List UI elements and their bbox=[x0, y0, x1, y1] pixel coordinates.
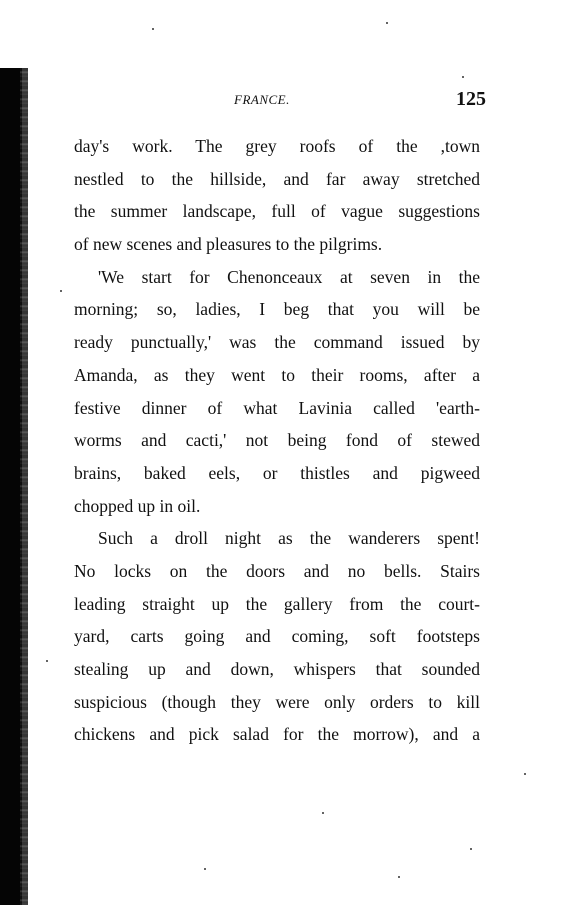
text-line: yard, carts going and coming, soft footsteps bbox=[74, 626, 480, 647]
scan-speck bbox=[204, 868, 206, 870]
body-text bbox=[74, 130, 480, 751]
scan-speck bbox=[470, 848, 472, 850]
page-header bbox=[74, 88, 486, 114]
text-line: morning; so, ladies, I beg that you will be bbox=[74, 299, 480, 320]
text-line: worms and cacti,' not being fond of stewed bbox=[74, 430, 480, 451]
text-line: 'We start for Chenonceaux at seven in the bbox=[98, 266, 480, 287]
text-line: Amanda, as they went to their rooms, after a bbox=[74, 364, 480, 385]
text-line: ready punctually,' was the command issued by bbox=[74, 332, 480, 353]
scan-speck bbox=[398, 876, 400, 878]
scan-speck bbox=[152, 28, 154, 30]
text-line: nestled to the hillside, and far away stretched bbox=[74, 168, 480, 189]
text-line: day's work. The grey roofs of the ,town bbox=[74, 136, 480, 156]
page-number: 125 bbox=[456, 88, 486, 110]
text-line: leading straight up the gallery from the court- bbox=[74, 593, 480, 614]
text-line: the summer landscape, full of vague suggestions bbox=[74, 201, 480, 222]
scan-speck bbox=[46, 660, 48, 662]
text-line: of new scenes and pleasures to the pilgrims. bbox=[74, 234, 383, 255]
scan-speck bbox=[386, 22, 388, 24]
text-line: festive dinner of what Lavinia called 'earth- bbox=[74, 397, 480, 418]
scan-speck bbox=[60, 290, 62, 292]
scan-gutter-shadow bbox=[0, 68, 22, 905]
text-line: suspicious (though they were only orders to kill bbox=[74, 691, 480, 712]
text-line: stealing up and down, whispers that sounded bbox=[74, 659, 480, 679]
paragraph bbox=[74, 130, 480, 261]
paragraph bbox=[74, 261, 480, 523]
text-line: No locks on the doors and no bells. Stairs bbox=[74, 560, 480, 581]
text-line: brains, baked eels, or thistles and pigweed bbox=[74, 462, 480, 483]
scan-speck bbox=[322, 812, 324, 814]
text-line: chopped up in oil. bbox=[74, 495, 201, 516]
scan-speck bbox=[524, 773, 526, 775]
text-line: Such a droll night as the wanderers spent! bbox=[98, 528, 480, 549]
paragraph bbox=[74, 522, 480, 751]
running-title: FRANCE. bbox=[234, 92, 290, 107]
scan-speck bbox=[462, 76, 464, 78]
text-line: chickens and pick salad for the morrow), and a bbox=[74, 724, 480, 745]
